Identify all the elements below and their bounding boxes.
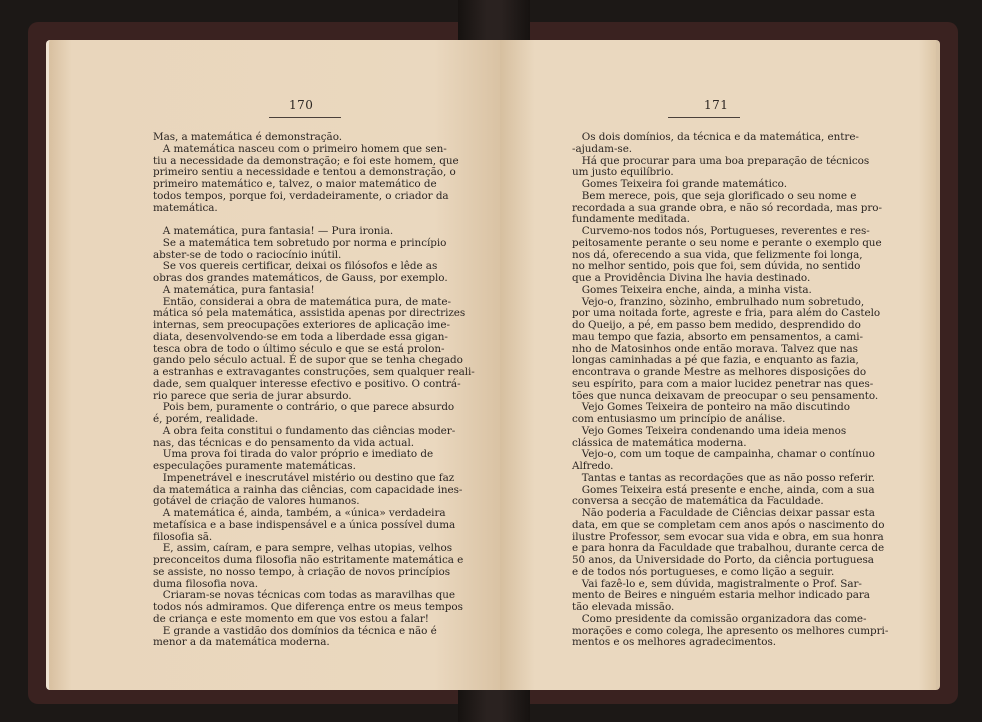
text-line: gando pelo século actual. É de supor que se tenha chegado (153, 354, 463, 367)
text-line: Gomes Teixeira foi grande matemático. (572, 178, 787, 190)
page-number: 170 (289, 98, 314, 112)
text-line: todos nós admiramos. Que diferença entre os meus tempos (153, 601, 463, 613)
right-page (500, 40, 940, 690)
text-line: encontrava o grande Mestre as melhores disposições do (572, 366, 867, 378)
text-line: especulações puramente matemáticas. (153, 460, 356, 472)
text-line: -ajudam-se. (572, 142, 633, 155)
header-rule (269, 117, 341, 118)
text-line: mentos e os melhores agradecimentos. (572, 636, 777, 649)
text-line: seu espírito, para com a maior lucidez penetrar nas ques- (572, 377, 874, 390)
header-rule (668, 117, 740, 118)
text-line: e de todos nós portugueses, e como lição a seguir. (572, 565, 835, 578)
text-line: Mas, a matemática é demonstração. (153, 131, 342, 143)
text-line: Criaram-se novas técnicas com todas as maravilhas que (153, 589, 456, 602)
text-line: diata, desenvolvendo-se em toda a liberdade essa gigan- (153, 330, 448, 343)
text-line: internas, sem preocupações exteriores de aplicação ime- (153, 319, 450, 331)
text-line: obras dos grandes matemáticos, de Gauss, por exemplo. (153, 272, 448, 284)
text-line: Vejo-o, com um toque de campainha, chamar o contínuo (572, 448, 875, 461)
text-line: do Queijo, a pé, em passo bem medido, desprendido do (572, 319, 861, 331)
text-line: mau tempo que fazia, absorto em pensamentos, a cami- (572, 330, 863, 343)
text-line: menor a da matemática moderna. (153, 636, 330, 649)
text-line: abster-se de todo o raciocínio inútil. (153, 248, 342, 261)
page-number: 171 (704, 98, 729, 112)
text-line: longas caminhadas a pé que fazia, e enquanto as fazia, (572, 354, 859, 367)
page-body-text (572, 132, 888, 649)
text-line: Uma prova foi tirada do valor próprio e imediato de (153, 448, 434, 461)
text-line: com entusiasmo um princípio de análise. (572, 413, 786, 425)
text-line: metafísica e a base indispensável e a única possível duma (153, 518, 456, 531)
text-line: que a Providência Divina lhe havia destinado. (572, 272, 811, 284)
text-line: data, em que se completam cem anos após o nascimento do (572, 518, 885, 531)
text-line: filosofia sã. (153, 530, 213, 543)
text-line: no melhor sentido, pois que foi, sem dúvida, no sentido (572, 260, 861, 273)
text-line: Gomes Teixeira está presente e enche, ainda, com a sua (572, 483, 875, 496)
text-line: Tantas e tantas as recordações que as não posso referir. (572, 471, 875, 484)
text-line: preconceitos duma filosofia não estritamente matemática e (153, 554, 464, 566)
text-line: ilustre Professor, sem evocar sua vida e obra, em sua honra (572, 530, 884, 543)
text-line: é, porém, realidade. (153, 413, 259, 425)
text-line: A matemática nasceu com o primeiro homem que sen- (153, 142, 447, 155)
text-line: matemática. (153, 201, 218, 214)
text-line: gotável de criação de valores humanos. (153, 495, 360, 508)
left-page (46, 40, 502, 690)
text-line: Curvemo-nos todos nós, Portugueses, reverentes e res- (572, 225, 870, 237)
text-line: rio parece que seria de jurar absurdo. (153, 389, 352, 402)
text-line: fundamente meditada. (572, 213, 690, 226)
text-line: Não poderia a Faculdade de Ciências deixar passar esta (572, 507, 875, 519)
text-line: Alfredo. (572, 460, 614, 472)
text-line: Impenetrável e inescrutável mistério ou destino que faz (153, 471, 455, 484)
text-line: Os dois domínios, da técnica e da matemática, entre- (572, 131, 859, 143)
text-line: E grande a vastidão dos domínios da técnica e não é (153, 624, 437, 637)
text-line: Então, considerai a obra de matemática pura, de mate- (153, 295, 451, 308)
text-line: Se vos quereis certificar, deixai os filósofos e lêde as (153, 260, 438, 273)
text-line: se assiste, no nosso tempo, à criação de novos princípios (153, 565, 451, 578)
text-line: tões que nunca deixavam de preocupar o seu pensamento. (572, 389, 879, 402)
text-line: Vejo Gomes Teixeira de ponteiro na mão discutindo (572, 401, 850, 414)
text-line: um justo equilíbrio. (572, 166, 674, 179)
text-line: A matemática, pura fantasia! (153, 283, 315, 296)
text-line: tesca obra de todo o último século e que se está prolon- (153, 342, 445, 355)
text-line: Vejo-o, franzino, sòzinho, embrulhado num sobretudo, (572, 295, 865, 308)
text-line: Gomes Teixeira enche, ainda, a minha vista. (572, 283, 812, 296)
text-line: por uma noitada forte, agreste e fria, para além do Castelo (572, 307, 881, 320)
text-line: Há que procurar para uma boa preparação de técnicos (572, 154, 870, 167)
text-line: A matemática é, ainda, também, a «única» verdadeira (153, 507, 446, 519)
text-line: Pois bem, puramente o contrário, o que parece absurdo (153, 401, 455, 414)
text-line: tiu a necessidade da demonstração; e foi este homem, que (153, 154, 459, 167)
text-line: 50 anos, da Universidade do Porto, da ciência portuguesa (572, 554, 874, 566)
text-line: a estranhas e extravagantes construções, sem qualquer reali- (153, 366, 475, 378)
text-line: e para honra da Faculdade que trabalhou, durante cerca de (572, 542, 885, 555)
text-line: E, assim, caíram, e para sempre, velhas utopias, velhos (153, 542, 452, 555)
text-line: nos dá, oferecendo a sua vida, que felizmente foi longa, (572, 248, 863, 261)
text-line: primeiro sentiu a necessidade e tentou a demonstração, o (153, 166, 456, 179)
text-line: conversa a secção de matemática da Faculdade. (572, 495, 824, 508)
text-line: Vejo Gomes Teixeira condenando uma ideia menos (572, 424, 847, 437)
text-line: nho de Matosinhos onde então morava. Talvez que nas (572, 342, 858, 355)
text-line: Vai fazê-lo e, sem dúvida, magistralmente o Prof. Sar- (572, 577, 862, 590)
page-body-text (153, 132, 475, 649)
text-line: Como presidente da comissão organizadora das come- (572, 612, 867, 625)
text-line: dade, sem qualquer interesse efectivo e positivo. O contrá- (153, 377, 461, 390)
text-line: recordada a sua grande obra, e não só recordada, mas pro- (572, 201, 882, 214)
text-line: de criança e este momento em que vos estou a falar! (153, 612, 429, 625)
text-line: A obra feita constitui o fundamento das ciências moder- (153, 424, 456, 437)
text-line: todos tempos, porque foi, verdadeiramente, o criador da (153, 189, 449, 202)
text-line: A matemática, pura fantasia! — Pura ironia. (153, 225, 394, 237)
text-line: duma filosofia nova. (153, 577, 259, 590)
text-line: morações e como colega, lhe apresento os melhores cumpri- (572, 624, 889, 637)
text-line: da matemática a rainha das ciências, com capacidade ines- (153, 483, 463, 496)
text-line: peitosamente perante o seu nome e perante o exemplo que (572, 236, 882, 249)
text-line: Se a matemática tem sobretudo por norma e princípio (153, 236, 447, 249)
text-line: Bem merece, pois, que seja glorificado o seu nome e (572, 189, 857, 202)
text-line: mento de Beires e ninguém estaria melhor indicado para (572, 589, 870, 602)
text-line: nas, das técnicas e do pensamento da vida actual. (153, 436, 414, 449)
text-line: primeiro matemático e, talvez, o maior matemático de (153, 178, 437, 190)
text-line: mática só pela matemática, assistida apenas por directrizes (153, 307, 466, 320)
text-line: clássica de matemática moderna. (572, 436, 747, 449)
text-line: tão elevada missão. (572, 601, 675, 613)
